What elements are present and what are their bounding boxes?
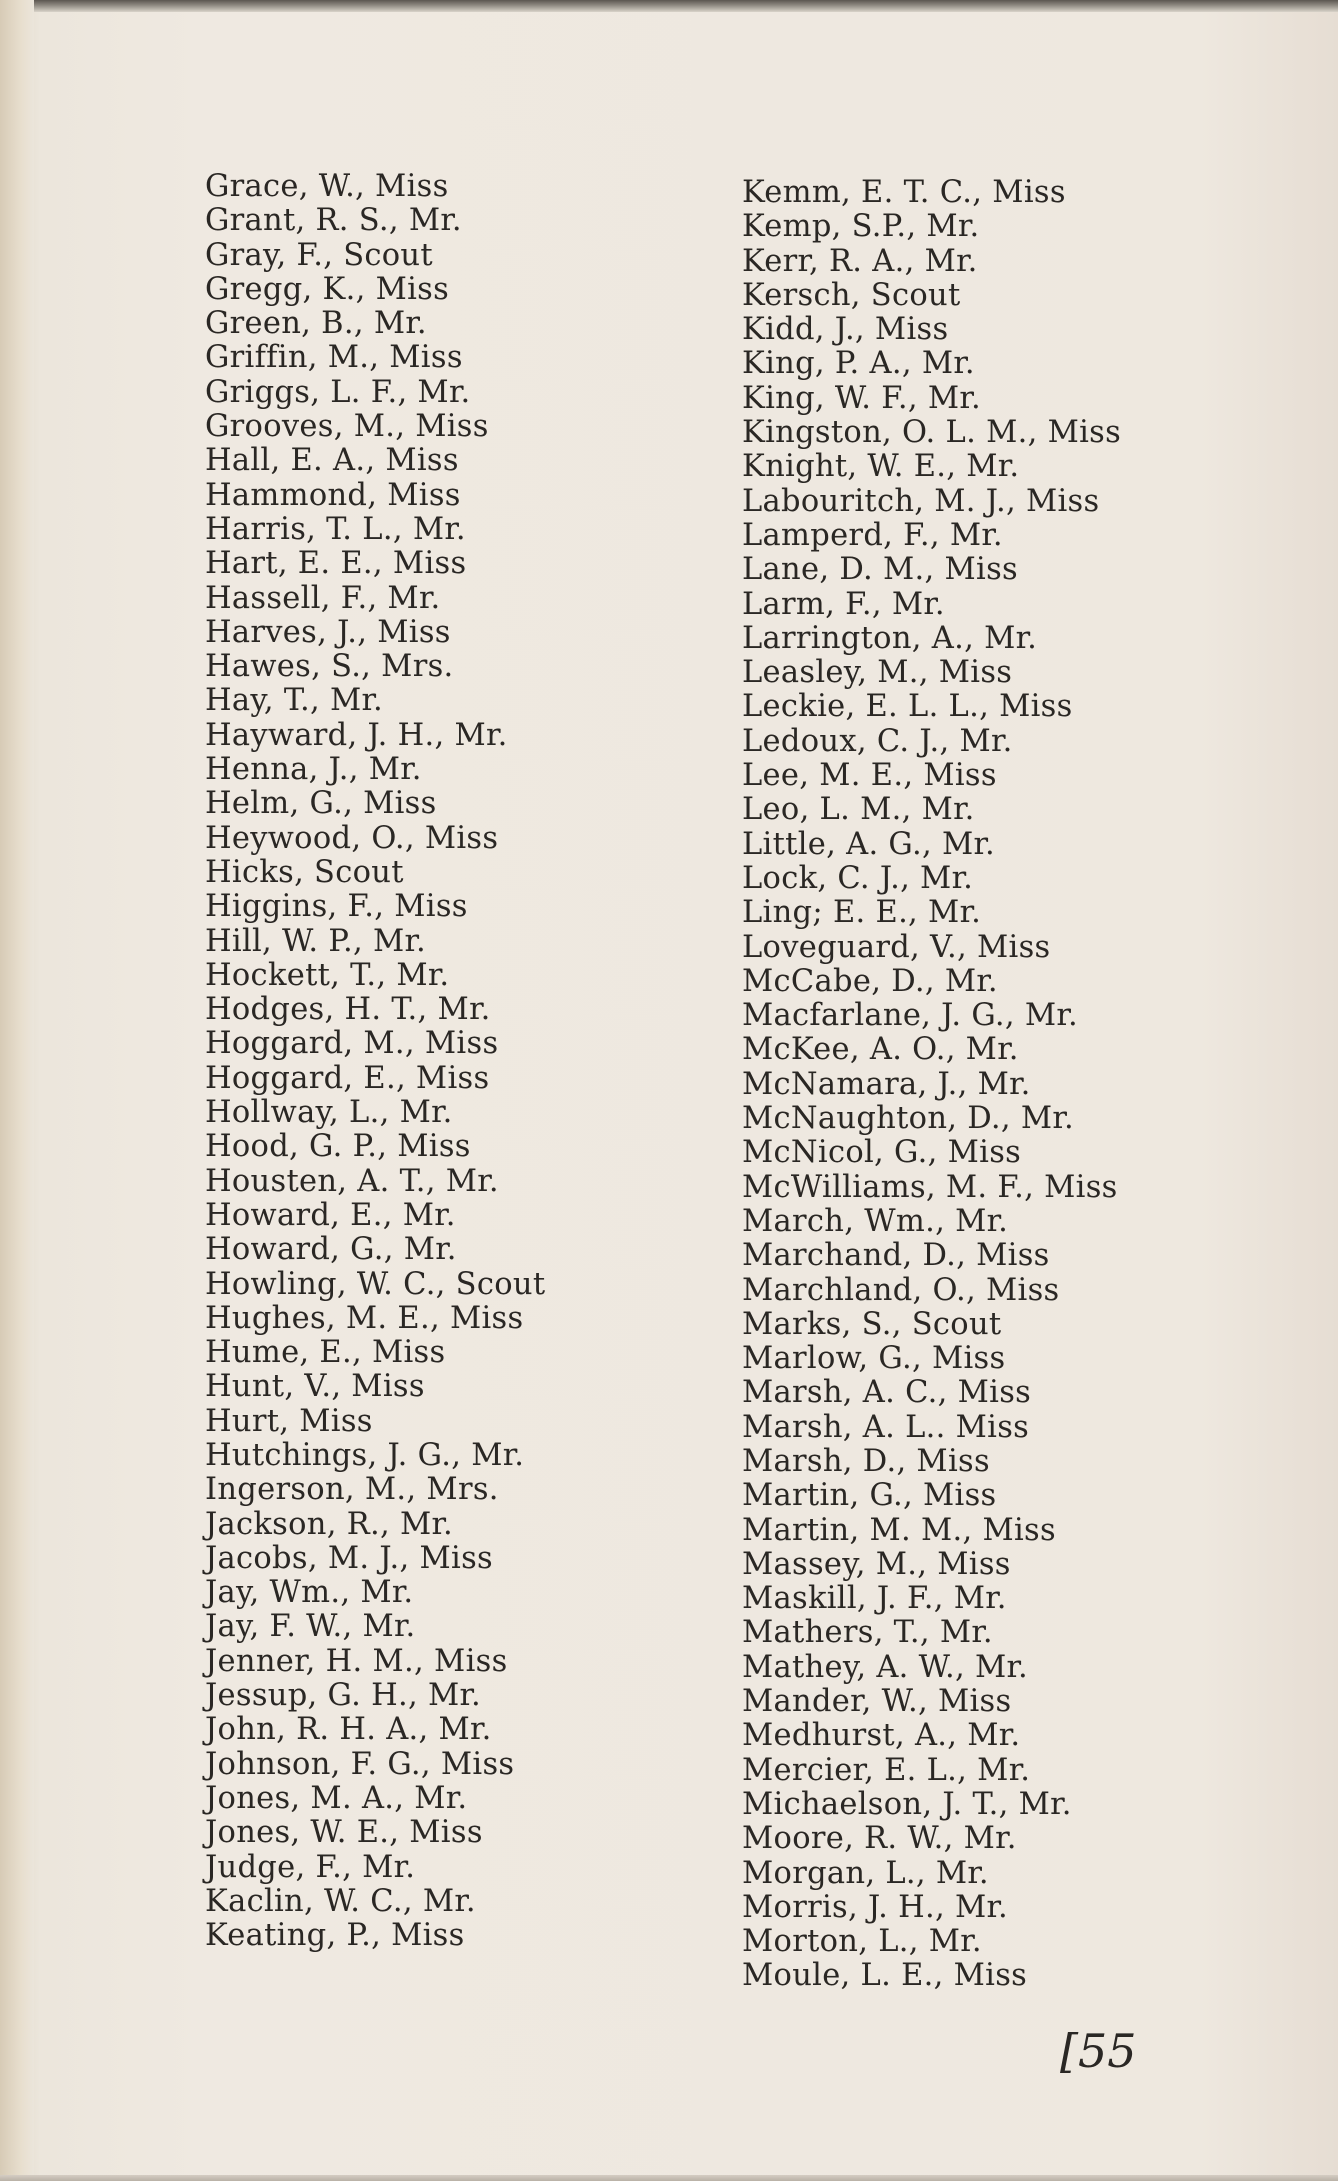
name-entry: Lamperd, F., Mr. xyxy=(742,517,1003,553)
name-entry: Johnson, F. G., Miss xyxy=(205,1746,515,1782)
name-entry: Larm, F., Mr. xyxy=(742,586,945,622)
name-entry: Marchand, D., Miss xyxy=(742,1238,1050,1274)
name-entry: Hollway, L., Mr. xyxy=(205,1095,453,1131)
name-entry: Hammond, Miss xyxy=(205,477,461,513)
name-entry: Hume, E., Miss xyxy=(205,1335,446,1371)
name-entry: Jenner, H. M., Miss xyxy=(205,1643,508,1679)
name-entry: Moule, L. E., Miss xyxy=(742,1958,1028,1994)
name-entry: Grant, R. S., Mr. xyxy=(205,203,462,239)
page-bottom-edge xyxy=(0,2175,1338,2181)
name-entry: Marlow, G., Miss xyxy=(742,1341,1006,1377)
name-entry: McKee, A. O., Mr. xyxy=(742,1032,1019,1068)
name-entry: Grooves, M., Miss xyxy=(205,409,489,445)
name-entry: Ledoux, C. J., Mr. xyxy=(742,723,1013,759)
name-entry: Larrington, A., Mr. xyxy=(742,620,1038,656)
name-entry: Hassell, F., Mr. xyxy=(205,580,441,616)
name-entry: Morgan, L., Mr. xyxy=(742,1855,989,1891)
name-entry: King, W. F., Mr. xyxy=(742,380,981,416)
name-entry: Hay, T., Mr. xyxy=(205,683,384,719)
name-entry: Howard, E., Mr. xyxy=(205,1197,456,1233)
name-entry: Leckie, E. L. L., Miss xyxy=(742,689,1073,725)
name-entry: Kerr, R. A., Mr. xyxy=(742,243,978,279)
name-entry: Marks, S., Scout xyxy=(742,1306,1002,1342)
name-entry: Harves, J., Miss xyxy=(205,614,451,650)
name-entry: Ling; E. E., Mr. xyxy=(742,895,982,931)
name-entry: Jessup, G. H., Mr. xyxy=(205,1678,482,1714)
book-spine-gutter xyxy=(0,0,34,2181)
name-entry: Hodges, H. T., Mr. xyxy=(205,992,491,1028)
name-entry: Jay, Wm., Mr. xyxy=(205,1575,414,1611)
name-entry: Henna, J., Mr. xyxy=(205,752,422,788)
name-entry: Harris, T. L., Mr. xyxy=(205,511,466,547)
name-entry: Grace, W., Miss xyxy=(205,169,449,204)
name-entry: Martin, M. M., Miss xyxy=(742,1512,1056,1548)
name-entry: Hoggard, E., Miss xyxy=(205,1060,490,1096)
name-entry: McNamara, J., Mr. xyxy=(742,1066,1031,1102)
name-entry: McCabe, D., Mr. xyxy=(742,963,998,999)
name-entry: Hill, W. P., Mr. xyxy=(205,923,427,959)
name-entry: Martin, G., Miss xyxy=(742,1478,997,1514)
name-entry: Griffin, M., Miss xyxy=(205,340,463,376)
name-entry: Michaelson, J. T., Mr. xyxy=(742,1786,1072,1822)
name-list-right-column xyxy=(742,176,1121,1994)
name-entry: Kersch, Scout xyxy=(742,277,961,313)
name-entry: Lane, D. M., Miss xyxy=(742,552,1018,588)
name-entry: Labouritch, M. J., Miss xyxy=(742,483,1100,519)
name-entry: March, Wm., Mr. xyxy=(742,1203,1009,1239)
name-entry: Gregg, K., Miss xyxy=(205,271,450,307)
page-top-edge xyxy=(0,0,1338,12)
name-entry: Jackson, R., Mr. xyxy=(205,1506,454,1542)
name-entry: Hood, G. P., Miss xyxy=(205,1129,471,1165)
name-entry: Gray, F., Scout xyxy=(205,237,433,273)
name-entry: Hawes, S., Mrs. xyxy=(205,649,454,685)
name-entry: Lock, C. J., Mr. xyxy=(742,860,974,896)
name-entry: Kemp, S.P., Mr. xyxy=(742,209,980,245)
name-entry: Hockett, T., Mr. xyxy=(205,957,450,993)
name-entry: Mander, W., Miss xyxy=(742,1684,1012,1720)
name-entry: McWilliams, M. F., Miss xyxy=(742,1169,1118,1205)
name-entry: Hicks, Scout xyxy=(205,854,404,890)
name-entry: Marsh, A. C., Miss xyxy=(742,1375,1032,1411)
name-entry: Hughes, M. E., Miss xyxy=(205,1300,524,1336)
name-entry: Jay, F. W., Mr. xyxy=(205,1609,416,1645)
name-entry: Hurt, Miss xyxy=(205,1403,373,1439)
name-entry: Marchland, O., Miss xyxy=(742,1272,1060,1308)
name-entry: Ingerson, M., Mrs. xyxy=(205,1472,499,1508)
name-entry: Marsh, D., Miss xyxy=(742,1443,990,1479)
name-entry: Griggs, L. F., Mr. xyxy=(205,374,471,410)
name-entry: Jones, M. A., Mr. xyxy=(205,1780,468,1816)
name-entry: Marsh, A. L.. Miss xyxy=(742,1409,1030,1445)
name-entry: Leo, L. M., Mr. xyxy=(742,792,975,828)
name-entry: Green, B., Mr. xyxy=(205,306,427,342)
name-entry: Higgins, F., Miss xyxy=(205,889,468,925)
name-entry: Howard, G., Mr. xyxy=(205,1232,457,1268)
name-entry: Kidd, J., Miss xyxy=(742,312,949,348)
name-entry: Helm, G., Miss xyxy=(205,786,437,822)
name-entry: McNaughton, D., Mr. xyxy=(742,1101,1074,1137)
name-entry: Hall, E. A., Miss xyxy=(205,443,459,479)
name-list-left-column xyxy=(205,170,545,1953)
name-entry: Morton, L., Mr. xyxy=(742,1924,982,1960)
name-entry: Hoggard, M., Miss xyxy=(205,1026,499,1062)
name-entry: Housten, A. T., Mr. xyxy=(205,1163,499,1199)
name-entry: Mercier, E. L., Mr. xyxy=(742,1752,1031,1788)
name-entry: Hunt, V., Miss xyxy=(205,1369,425,1405)
name-entry: Knight, W. E., Mr. xyxy=(742,449,1020,485)
name-entry: Massey, M., Miss xyxy=(742,1546,1011,1582)
name-entry: Jacobs, M. J., Miss xyxy=(205,1540,493,1576)
name-entry: Little, A. G., Mr. xyxy=(742,826,996,862)
name-entry: Moore, R. W., Mr. xyxy=(742,1821,1017,1857)
name-entry: Mathey, A. W., Mr. xyxy=(742,1649,1029,1685)
name-entry: Mathers, T., Mr. xyxy=(742,1615,993,1651)
name-entry: Jones, W. E., Miss xyxy=(205,1815,483,1851)
name-entry: John, R. H. A., Mr. xyxy=(205,1712,492,1748)
name-entry: Maskill, J. F., Mr. xyxy=(742,1581,1007,1617)
name-entry: Hart, E. E., Miss xyxy=(205,546,467,582)
page-number: [55 xyxy=(1060,2024,1137,2078)
name-entry: Loveguard, V., Miss xyxy=(742,929,1051,965)
name-entry: Judge, F., Mr. xyxy=(205,1849,416,1885)
name-entry: Medhurst, A., Mr. xyxy=(742,1718,1021,1754)
name-entry: Kingston, O. L. M., Miss xyxy=(742,415,1122,451)
name-entry: Macfarlane, J. G., Mr. xyxy=(742,998,1078,1034)
name-entry: Hutchings, J. G., Mr. xyxy=(205,1437,525,1473)
name-entry: Morris, J. H., Mr. xyxy=(742,1889,1009,1925)
name-entry: Leasley, M., Miss xyxy=(742,655,1013,691)
name-entry: Heywood, O., Miss xyxy=(205,820,499,856)
name-entry: Keating, P., Miss xyxy=(205,1918,465,1954)
name-entry: Lee, M. E., Miss xyxy=(742,758,997,794)
name-entry: King, P. A., Mr. xyxy=(742,346,975,382)
name-entry: Howling, W. C., Scout xyxy=(205,1266,546,1302)
name-entry: Kemm, E. T. C., Miss xyxy=(742,175,1066,210)
name-entry: Kaclin, W. C., Mr. xyxy=(205,1883,476,1919)
name-entry: McNicol, G., Miss xyxy=(742,1135,1022,1171)
name-entry: Hayward, J. H., Mr. xyxy=(205,717,508,753)
